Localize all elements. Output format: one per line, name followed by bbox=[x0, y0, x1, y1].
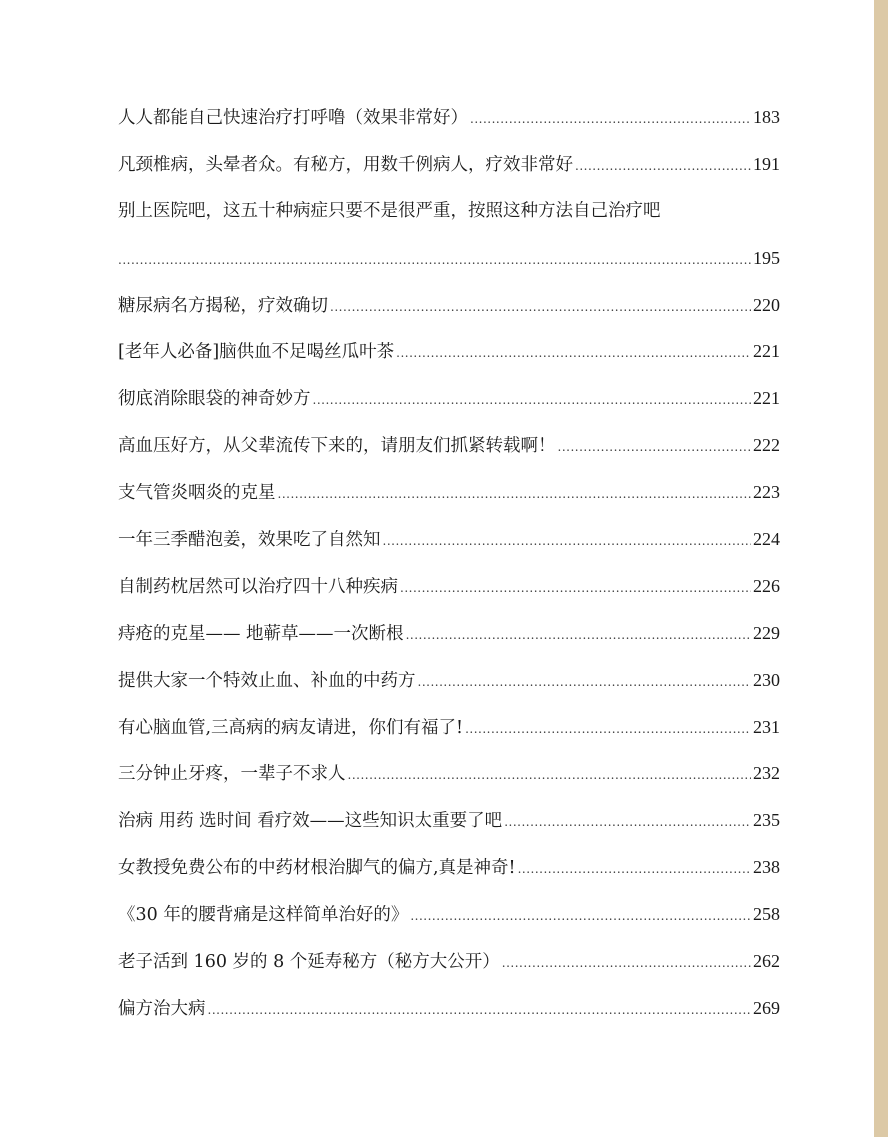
toc-page-number: 229 bbox=[753, 622, 780, 643]
toc-entry[interactable] bbox=[118, 750, 780, 797]
toc-entry-title: 高血压好方，从父辈流传下来的，请朋友们抓紧转载啊！ bbox=[118, 436, 556, 457]
toc-page-number: 226 bbox=[753, 575, 780, 596]
toc-entry-title: 凡颈椎病，头晕者众。有秘方，用数千例病人，疗效非常好 bbox=[118, 154, 573, 175]
table-of-contents bbox=[118, 94, 780, 1032]
toc-entry[interactable] bbox=[118, 985, 780, 1032]
toc-leader-dots bbox=[558, 424, 752, 471]
toc-entry-title: 老子活到 160 岁的 8 个延寿秘方（秘方大公开） bbox=[118, 952, 500, 973]
toc-entry-title: 支气管炎咽炎的克星 bbox=[118, 483, 276, 504]
toc-page-number: 269 bbox=[753, 997, 780, 1018]
toc-entry[interactable] bbox=[118, 94, 780, 141]
toc-page-number: 224 bbox=[753, 529, 780, 550]
toc-entry[interactable] bbox=[118, 657, 780, 704]
toc-entry[interactable] bbox=[118, 469, 780, 516]
toc-page-number: 230 bbox=[753, 669, 780, 690]
toc-page-number: 220 bbox=[753, 294, 780, 315]
toc-entry[interactable] bbox=[118, 188, 780, 235]
toc-entry-title: 糖尿病名方揭秘，疗效确切 bbox=[118, 295, 328, 316]
toc-page-number: 262 bbox=[753, 951, 780, 972]
toc-page-number: 183 bbox=[753, 107, 780, 127]
page-edge-strip bbox=[874, 0, 888, 1137]
toc-entry[interactable] bbox=[118, 141, 780, 188]
toc-entry[interactable] bbox=[118, 375, 780, 422]
toc-page-number: 258 bbox=[753, 904, 780, 925]
toc-leader-dots bbox=[502, 940, 751, 987]
toc-entry[interactable] bbox=[118, 422, 780, 469]
toc-entry-continuation[interactable] bbox=[118, 235, 780, 282]
toc-entry-title: 人人都能自己快速治疗打呼噜（效果非常好） bbox=[118, 108, 468, 128]
toc-page-number: 191 bbox=[753, 153, 780, 174]
toc-leader-dots bbox=[330, 284, 751, 331]
toc-entry[interactable] bbox=[118, 938, 780, 985]
toc-leader-dots bbox=[504, 799, 751, 846]
toc-page-number: 231 bbox=[753, 716, 780, 737]
toc-entry-title: 自制药枕居然可以治疗四十八种疾病 bbox=[118, 576, 398, 597]
toc-entry-title: 偏方治大病 bbox=[118, 998, 206, 1019]
toc-page-number: 221 bbox=[753, 341, 780, 362]
toc-entry[interactable] bbox=[118, 610, 780, 657]
toc-page-number: 232 bbox=[753, 763, 780, 784]
toc-entry-title: 一年三季醋泡姜，效果吃了自然知 bbox=[118, 530, 381, 551]
toc-leader-dots bbox=[575, 143, 751, 190]
toc-entry-title: 《30 年的腰背痛是这样简单治好的》 bbox=[118, 905, 409, 926]
toc-leader-dots bbox=[208, 987, 752, 1034]
toc-entry[interactable] bbox=[118, 844, 780, 891]
toc-page-number: 238 bbox=[753, 857, 780, 878]
toc-entry-title: 三分钟止牙疼，一辈子不求人 bbox=[118, 764, 346, 785]
toc-leader-dots bbox=[396, 330, 751, 377]
toc-entry[interactable] bbox=[118, 328, 780, 375]
toc-entry-title: [老年人必备]脑供血不足喝丝瓜叶茶 bbox=[118, 342, 395, 363]
toc-leader-dots bbox=[465, 706, 751, 753]
toc-entry-title: 痔疮的克星—— 地蕲草——一次断根 bbox=[118, 623, 404, 644]
toc-page-number: 223 bbox=[753, 482, 780, 503]
toc-entry-title: 别上医院吧，这五十种病症只要不是很严重，按照这种方法自己治疗吧 bbox=[118, 200, 661, 221]
toc-entry-title: 治病 用药 选时间 看疗效——这些知识太重要了吧 bbox=[118, 811, 503, 832]
toc-leader-dots bbox=[348, 752, 752, 799]
toc-entry-title: 彻底消除眼袋的神奇妙方 bbox=[118, 389, 311, 410]
toc-leader-dots bbox=[313, 377, 752, 424]
toc-leader-dots bbox=[406, 612, 751, 659]
toc-entry[interactable] bbox=[118, 797, 780, 844]
toc-entry-title: 女教授免费公布的中药材根治脚气的偏方,真是神奇! bbox=[118, 858, 516, 879]
toc-leader-dots bbox=[418, 659, 752, 706]
toc-leader-dots bbox=[518, 846, 751, 893]
toc-page-number: 222 bbox=[753, 435, 780, 456]
toc-entry[interactable] bbox=[118, 516, 780, 563]
toc-leader-dots bbox=[118, 237, 751, 284]
toc-entry[interactable] bbox=[118, 704, 780, 751]
toc-entry-title: 提供大家一个特效止血、补血的中药方 bbox=[118, 670, 416, 691]
toc-page-number: 235 bbox=[753, 810, 780, 831]
toc-entry[interactable] bbox=[118, 282, 780, 329]
toc-page-number: 195 bbox=[753, 247, 780, 268]
toc-leader-dots bbox=[278, 471, 752, 518]
toc-leader-dots bbox=[400, 565, 751, 612]
toc-entry[interactable] bbox=[118, 563, 780, 610]
toc-leader-dots bbox=[383, 518, 752, 565]
toc-leader-dots bbox=[410, 893, 751, 940]
toc-leader-dots bbox=[470, 96, 751, 143]
toc-entry-title: 有心脑血管,三高病的病友请进，你们有福了! bbox=[118, 717, 464, 738]
toc-page-number: 221 bbox=[753, 388, 780, 409]
toc-entry[interactable] bbox=[118, 891, 780, 938]
